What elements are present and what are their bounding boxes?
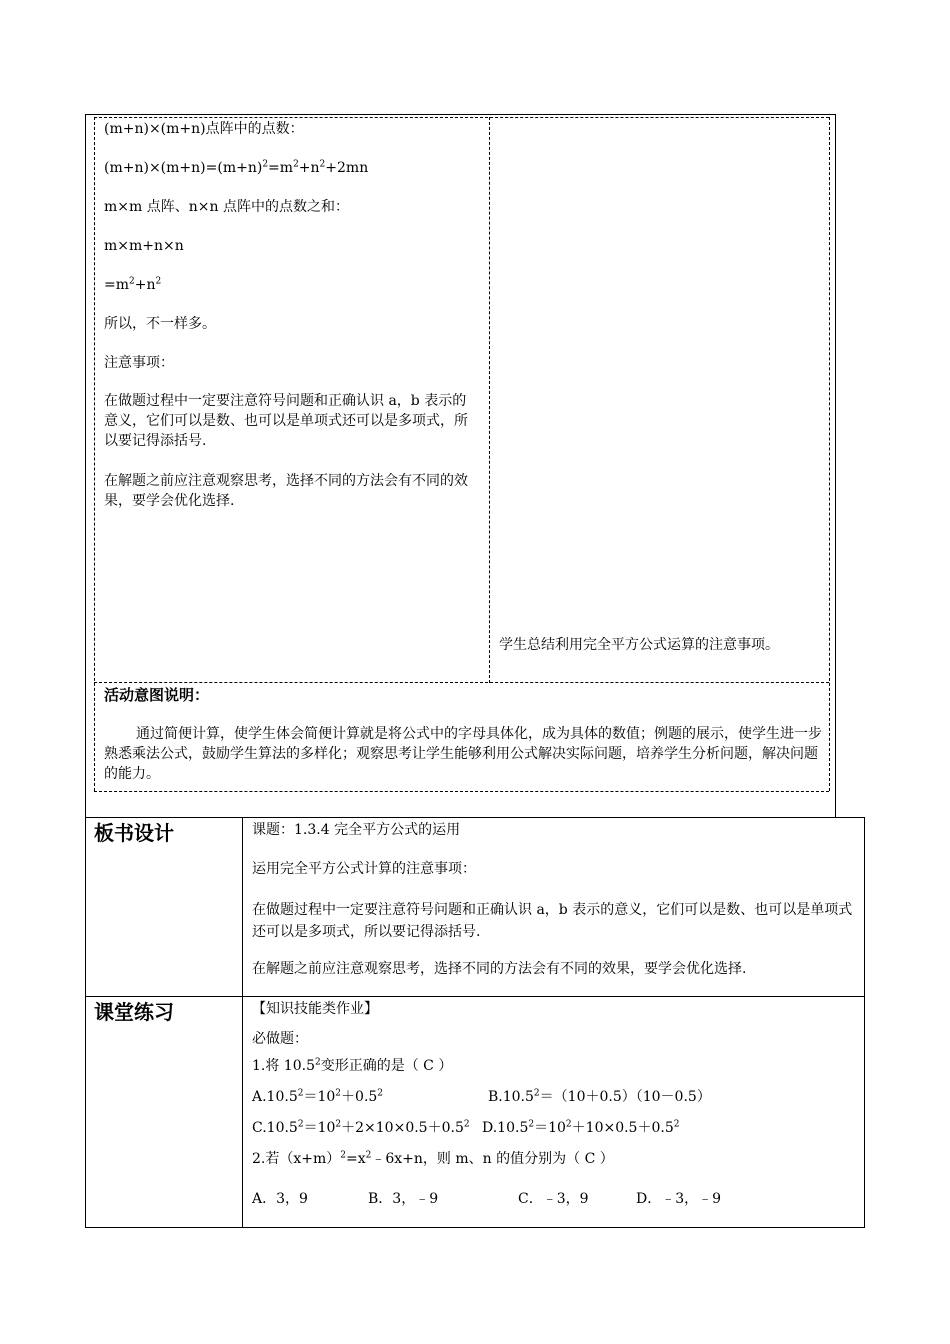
outer-left-line (85, 114, 86, 1228)
board-topic: 课题：1.3.4 完全平方公式的运用 (252, 822, 461, 838)
conclusion: 所以，不一样多。 (104, 316, 216, 332)
intent-text: 通过简便计算，使学生体会简便计算就是将公式中的字母具体化，成为具体的数值；例题的展示，使学生进一步熟悉乘法公式，鼓励学生算法的多样化；观察思考让学生能够利用公式解决实际问题，培养学生分析问题，解决问题的能力。 (104, 726, 822, 782)
sum-result: $=m^2+n^2$ (104, 276, 162, 293)
intent-title: 活动意图说明： (104, 686, 210, 704)
label-col-divider (242, 817, 243, 1228)
inner-dash-left (94, 117, 95, 791)
q2-option-c: C．﹣3，9 (518, 1191, 589, 1207)
question-1: 1.将 10.5$^2$变形正确的是（ C ） (252, 1057, 453, 1074)
q1-option-b: $B.10.5^2=(10+0.5)(10-0.5)$ (488, 1088, 711, 1105)
q1-option-d: $D.10.5^2=10^2+10\times 0.5+0.5^2$ (482, 1119, 680, 1136)
inner-dash-top (94, 117, 829, 118)
sum-expression: m×m+n×n (104, 238, 184, 254)
practice-required: 必做题： (252, 1031, 308, 1047)
inner-dash-bottom (94, 791, 829, 792)
student-summary: 学生总结利用完全平方公式运算的注意事项。 (499, 637, 779, 653)
inner-dash-right (829, 117, 830, 791)
practice-label: 课堂练习 (94, 1000, 174, 1024)
outer-right-line-lower (864, 817, 865, 1228)
formula-expand: $(m+n)\times(m+n)=(m+n)^2=m^2+n^2+2mn$ (104, 159, 369, 176)
practice-category: 【知识技能类作业】 (252, 1001, 378, 1017)
board-subtitle: 运用完全平方公式计算的注意事项： (252, 861, 476, 877)
notes-heading: 注意事项： (104, 355, 174, 371)
row-divider-board (85, 817, 865, 818)
bottom-line (85, 1227, 865, 1228)
q1-option-a: $A.10.5^2=10^2+0.5^2$ (252, 1088, 384, 1105)
q1-option-c: $C.10.5^2=10^2+2\times 10\times 0.5+0.5^2$ (252, 1119, 470, 1136)
question-2: 2.若$(x+m)^2=x^2﹣6x+n$，则 m、n 的值分别为（ C ） (252, 1150, 614, 1167)
outer-right-line-upper (835, 114, 836, 818)
q2-option-b: B．3，﹣9 (368, 1191, 439, 1207)
sum-heading: m×m 点阵、n×n 点阵中的点数之和： (104, 199, 349, 215)
board-item-2: 在解题之前应注意观察思考，选择不同的方法会有不同的效果，要学会优化选择. (252, 961, 747, 977)
q2-option-a: A．3，9 (252, 1191, 308, 1207)
row-divider-practice (85, 996, 865, 997)
board-label: 板书设计 (94, 821, 174, 845)
inner-dash-middle (489, 117, 490, 683)
dot-matrix-heading: (m+n)×(m+n)点阵中的点数： (104, 121, 304, 137)
outer-top-line (85, 114, 836, 115)
q2-option-d: D．﹣3，﹣9 (636, 1191, 722, 1207)
board-item-1: 在做题过程中一定要注意符号问题和正确认识 a，b 表示的意义，它们可以是数、也可以是单项式还可以是多项式，所以要记得添括号. (252, 902, 853, 940)
note-1: 在做题过程中一定要注意符号问题和正确认识 a，b 表示的意义，它们可以是数、也可以是单项式还可以是多项式，所以要记得添括号. (104, 393, 468, 449)
note-2: 在解题之前应注意观察思考，选择不同的方法会有不同的效果，要学会优化选择. (104, 473, 468, 509)
inner-dash-row (94, 682, 829, 683)
